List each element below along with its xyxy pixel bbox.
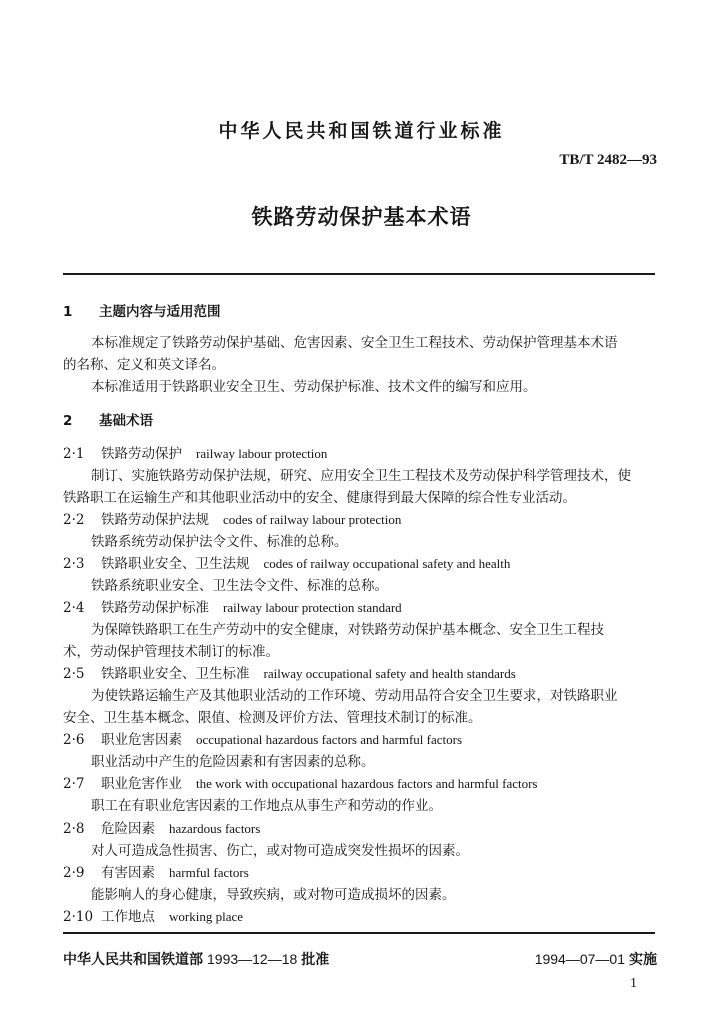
term-english: railway labour protection standard	[223, 600, 402, 615]
approval-org: 中华人民共和国铁道部	[63, 952, 203, 968]
term-definition: 为保障铁路职工在生产劳动中的安全健康，对铁路劳动保护基本概念、安全卫生工程技	[91, 622, 604, 638]
term-english: the work with occupational hazardous factors and harmful factors	[196, 776, 538, 791]
effective-line	[531, 949, 657, 969]
term-chinese: 职业危害作业	[101, 776, 182, 792]
term-definition: 铁路系统职业安全、卫生法令文件、标准的总称。	[91, 578, 388, 594]
term-entry	[63, 508, 401, 528]
term-entry	[63, 552, 510, 572]
page-number: 1	[630, 976, 637, 991]
term-chinese: 铁路劳动保护法规	[101, 512, 209, 528]
term-english: railway occupational safety and health standards	[263, 666, 516, 681]
term-definition: 职业活动中产生的危险因素和有害因素的总称。	[91, 754, 375, 770]
term-number: 2·4	[63, 600, 85, 616]
approval-date: 1993—12—18	[207, 951, 298, 967]
section-heading	[63, 409, 153, 429]
term-chinese: 职业危害因素	[101, 732, 182, 748]
paragraph-line: 的名称、定义和英文译名。	[63, 357, 225, 373]
term-english: codes of railway occupational safety and health	[263, 556, 511, 571]
term-definition: 能影响人的身心健康，导致疾病，或对物可造成损坏的因素。	[91, 887, 456, 903]
term-definition: 安全、卫生基本概念、限值、检测及评价方法、管理技术制订的标准。	[63, 710, 482, 726]
term-definition: 对人可造成急性损害、伤亡，或对物可造成突发性损坏的因素。	[91, 843, 469, 859]
term-entry	[63, 728, 462, 748]
document-title: 铁路劳动保护基本术语	[251, 205, 472, 229]
paragraph-line: 本标准规定了铁路劳动保护基础、危害因素、安全卫生工程技术、劳动保护管理基本术语	[91, 335, 618, 351]
term-chinese: 铁路劳动保护标准	[101, 600, 209, 616]
section-heading	[63, 300, 221, 320]
term-number: 2·9	[63, 865, 85, 881]
term-number: 2·7	[63, 776, 85, 792]
term-number: 2·1	[63, 446, 85, 462]
term-entry	[63, 442, 327, 462]
section-title: 基础术语	[99, 413, 153, 429]
term-chinese: 危险因素	[101, 821, 155, 837]
term-english: occupational hazardous factors and harmful factors	[196, 732, 463, 747]
term-english: railway labour protection	[196, 446, 328, 461]
term-entry	[63, 817, 260, 837]
term-number: 2·3	[63, 556, 85, 572]
term-chinese: 工作地点	[101, 909, 155, 925]
section-number: 2	[63, 413, 73, 429]
approval-label: 批准	[301, 952, 330, 968]
header-divider	[63, 273, 655, 275]
term-number: 2·8	[63, 821, 85, 837]
term-definition: 铁路系统劳动保护法令文件、标准的总称。	[91, 534, 348, 550]
term-number: 2·5	[63, 666, 85, 682]
effective-label: 实施	[629, 952, 657, 968]
term-definition: 制订、实施铁路劳动保护法规，研究、应用安全卫生工程技术及劳动保护科学管理技术，使	[91, 468, 631, 484]
term-number: 2·6	[63, 732, 85, 748]
section-title: 主题内容与适用范围	[99, 304, 221, 320]
term-chinese: 铁路职业安全、卫生法规	[101, 556, 250, 572]
footer-divider	[63, 932, 655, 934]
term-entry	[63, 596, 402, 616]
term-definition: 术，劳动保护管理技术制订的标准。	[63, 644, 279, 660]
term-entry	[63, 905, 243, 925]
term-chinese: 有害因素	[101, 865, 155, 881]
term-entry	[63, 662, 516, 682]
term-chinese: 铁路职业安全、卫生标准	[101, 666, 250, 682]
term-english: working place	[169, 909, 244, 924]
paragraph-line: 本标准适用于铁路职业安全卫生、劳动保护标准、技术文件的编写和应用。	[91, 379, 537, 395]
standard-org-title: 中华人民共和国铁道行业标准	[218, 120, 505, 142]
effective-date: 1994—07—01	[534, 951, 625, 967]
section-number: 1	[63, 304, 73, 320]
term-definition: 职工在有职业危害因素的工作地点从事生产和劳动的作业。	[91, 798, 442, 814]
term-english: codes of railway labour protection	[223, 512, 402, 527]
approval-line	[63, 949, 329, 969]
term-english: hazardous factors	[169, 821, 261, 836]
term-definition: 铁路职工在运输生产和其他职业活动中的安全、健康得到最大保障的综合性专业活动。	[63, 490, 576, 506]
term-english: harmful factors	[169, 865, 249, 880]
term-number: 2·10	[63, 909, 94, 925]
standard-code: TB/T 2482—93	[559, 152, 657, 168]
term-entry	[63, 772, 538, 792]
term-number: 2·2	[63, 512, 85, 528]
term-chinese: 铁路劳动保护	[101, 446, 182, 462]
term-definition: 为使铁路运输生产及其他职业活动的工作环境、劳动用品符合安全卫生要求，对铁路职业	[91, 688, 618, 704]
term-entry	[63, 861, 249, 881]
